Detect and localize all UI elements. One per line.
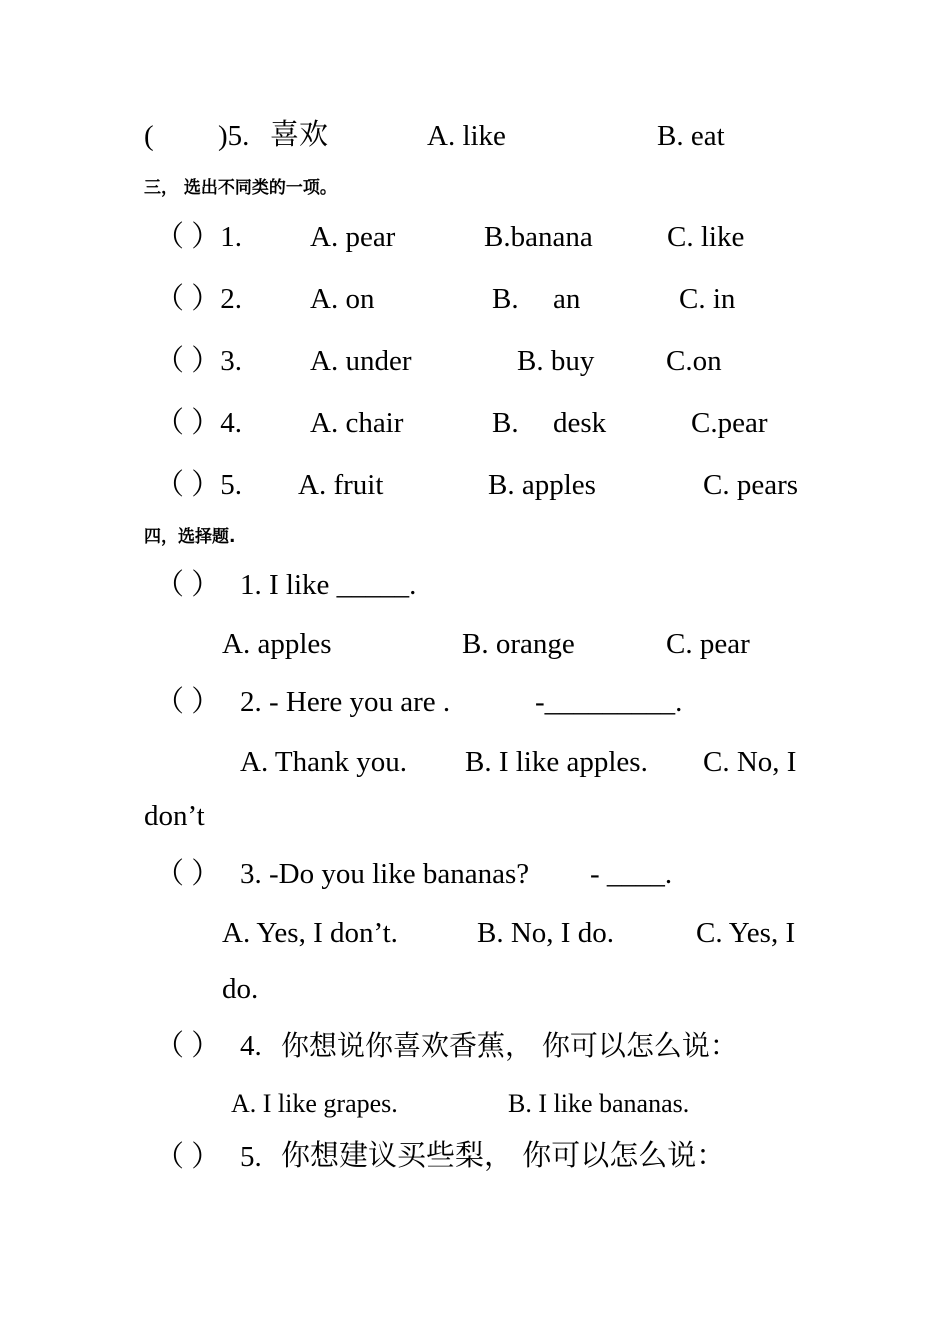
s4-q2-c-continued: don’t xyxy=(144,800,205,832)
s3-item-2-b: an xyxy=(553,283,581,315)
s3-item-5-c: C. pears xyxy=(703,469,799,501)
s3-item-2-c: C. in xyxy=(679,283,736,315)
s4-q1-paren: （ ） xyxy=(155,569,221,601)
s4-q3-stem: 3. -Do you like bananas? xyxy=(240,858,530,890)
s4-q2-b: B. I like apples. xyxy=(465,746,648,778)
s4-q4-a: A. I like grapes. xyxy=(231,1089,398,1118)
s3-item-1-c: C. like xyxy=(667,221,745,253)
s3-item-3-c: C.on xyxy=(666,345,722,377)
s4-q3-blank: - ____. xyxy=(590,858,673,890)
s3-item-3-b: B. buy xyxy=(517,345,595,377)
option-a: A. like xyxy=(427,120,506,152)
s3-item-4-b-label: B. xyxy=(492,407,519,439)
s4-q2-c: C. No, I xyxy=(703,746,797,778)
section-4-heading: 四，选择题. xyxy=(144,527,236,547)
option-b: B. eat xyxy=(657,120,725,152)
s3-item-2-b-label: B. xyxy=(492,283,519,315)
s4-q4-b: B. I like bananas. xyxy=(508,1089,690,1118)
paren-open: ( xyxy=(144,120,154,152)
s4-q1-c: C. pear xyxy=(666,628,750,660)
item-word: 喜欢 xyxy=(270,117,329,151)
s3-item-2-a: A. on xyxy=(310,283,375,315)
s4-q4-paren: （ ） xyxy=(155,1030,221,1062)
item-number: )5. xyxy=(218,120,250,152)
s4-q2-paren: （ ） xyxy=(155,686,221,718)
s3-item-5-paren: （ ）5. xyxy=(155,469,243,501)
s4-q3-b: B. No, I do. xyxy=(477,917,614,949)
s3-item-1-a: A. pear xyxy=(310,221,396,253)
s3-item-5-b: B. apples xyxy=(488,469,596,501)
s4-q3-a: A. Yes, I don’t. xyxy=(222,917,398,949)
s3-item-1-b: B.banana xyxy=(484,221,593,253)
s4-q3-c-continued: do. xyxy=(222,973,259,1005)
s4-q5-stem: 你想建议买些梨， 你可以怎么说： xyxy=(281,1138,726,1172)
s4-q1-b: B. orange xyxy=(462,628,575,660)
s4-q3-paren: （ ） xyxy=(155,858,221,890)
s4-q2-stem: 2. - Here you are . xyxy=(240,686,451,718)
s3-item-2-paren: （ ）2. xyxy=(155,283,243,315)
s4-q4-stem: 你想说你喜欢香蕉， 你可以怎么说： xyxy=(281,1029,738,1062)
s4-q2-a: A. Thank you. xyxy=(240,746,408,778)
s4-q4-number: 4. xyxy=(240,1030,262,1062)
section-3-heading: 三， 选出不同类的一项。 xyxy=(144,178,337,198)
s3-item-4-paren: （ ）4. xyxy=(155,407,243,439)
s4-q5-number: 5. xyxy=(240,1141,262,1173)
s3-item-4-a: A. chair xyxy=(310,407,404,439)
s3-item-3-paren: （ ）3. xyxy=(155,345,243,377)
s4-q1-stem: 1. I like _____. xyxy=(240,569,417,601)
s3-item-4-c: C.pear xyxy=(691,407,768,439)
s3-item-1-paren: （ ）1. xyxy=(155,221,243,253)
s4-q5-paren: （ ） xyxy=(155,1141,221,1173)
s3-item-3-a: A. under xyxy=(310,345,412,377)
s4-q1-a: A. apples xyxy=(222,628,332,660)
s3-item-5-a: A. fruit xyxy=(298,469,384,501)
s4-q2-blank: -_________. xyxy=(535,686,683,718)
s4-q3-c: C. Yes, I xyxy=(696,917,796,949)
s3-item-4-b: desk xyxy=(553,407,607,439)
